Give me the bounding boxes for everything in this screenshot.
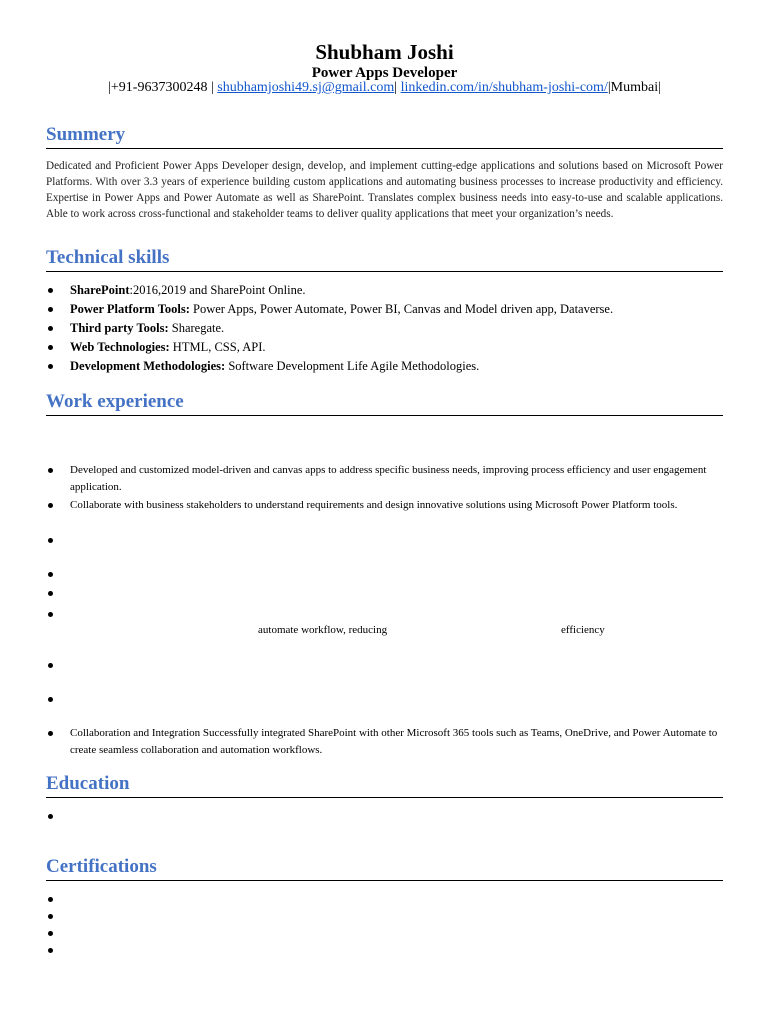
work-bullet-empty xyxy=(46,585,723,602)
certification-item xyxy=(46,925,723,942)
work-item: Collaborate with business stakeholders to understand requirements and design innovative solutions using Microsoft Power Platform tools. xyxy=(46,497,723,514)
phone-text: |+91-9637300248 | xyxy=(108,80,214,95)
skills-list xyxy=(46,281,723,376)
work-bullet-empty xyxy=(46,657,723,674)
work-item xyxy=(46,657,723,674)
skill-label: Development Methodologies: xyxy=(70,359,226,373)
work-item xyxy=(46,691,723,708)
education-list xyxy=(46,808,723,825)
skill-value: :2016,2019 and SharePoint Online. xyxy=(129,283,306,297)
education-heading: Education xyxy=(46,773,723,798)
work-item xyxy=(46,566,723,583)
certification-item xyxy=(46,891,723,908)
skill-item xyxy=(46,319,723,338)
certifications-heading: Certifications xyxy=(46,856,723,881)
work-item: Collaboration and Integration Successfully integrated SharePoint with other Microsoft 365 tools such as Teams, OneDrive, and Power Automate to create seamless collaboration and automation workflows. xyxy=(46,725,723,759)
work-item xyxy=(46,606,723,623)
skill-value: Sharegate. xyxy=(168,321,225,335)
summary-heading: Summery xyxy=(46,124,723,149)
skill-value: Software Development Life Agile Methodologies. xyxy=(225,359,480,373)
certifications-list xyxy=(46,891,723,959)
work-item: Developed and customized model-driven and canvas apps to address specific business needs, improving process efficiency and user engagement application. xyxy=(46,462,723,496)
work-bullet-2 xyxy=(46,497,723,514)
skill-label: Third party Tools: xyxy=(70,321,169,335)
candidate-name: Shubham Joshi xyxy=(315,40,454,64)
skill-item xyxy=(46,300,723,319)
skill-item xyxy=(46,338,723,357)
skill-item xyxy=(46,281,723,300)
contact-separator: | xyxy=(394,80,398,95)
location-text: |Mumbai| xyxy=(607,80,661,95)
work-bullet-empty xyxy=(46,606,723,623)
certification-item xyxy=(46,942,723,959)
work-item xyxy=(46,585,723,602)
summary-text: Dedicated and Proficient Power Apps Developer design, develop, and implement cutting-edge applications and solutions based on Microsoft Power Platforms. With over 3.3 years of experience building custom applications and automating business processes to increase productivity and efficiency. Expertise in Power Apps and Power Automate as well as SharePoint. Translates complex business needs into easy-to-use and scalable applications. Able to work across cross-functional and stakeholder teams to deliver quality applications that meet your organization’s needs. xyxy=(46,160,723,220)
certification-item xyxy=(46,908,723,925)
skill-label: Web Technologies: xyxy=(70,340,170,354)
work-item xyxy=(46,532,723,549)
work-bullet-empty xyxy=(46,566,723,583)
education-item xyxy=(46,808,723,825)
skills-heading: Technical skills xyxy=(46,247,723,272)
skill-value: HTML, CSS, API. xyxy=(169,340,266,354)
work-bullet-last xyxy=(46,725,723,759)
work-fragment-b: efficiency xyxy=(561,624,605,636)
work-fragment-a: automate workflow, reducing xyxy=(258,624,388,636)
skill-label: SharePoint xyxy=(70,283,130,297)
work-bullet-empty xyxy=(46,532,723,549)
work-bullet-empty xyxy=(46,691,723,708)
skill-value: Power Apps, Power Automate, Power BI, Canvas and Model driven app, Dataverse. xyxy=(189,302,614,316)
work-bullet-1 xyxy=(46,462,723,496)
linkedin-link[interactable]: linkedin.com/in/shubham-joshi-com/ xyxy=(400,80,608,95)
email-link[interactable]: shubhamjoshi49.sj@gmail.com xyxy=(217,80,395,95)
work-heading: Work experience xyxy=(46,391,723,416)
skill-item xyxy=(46,357,723,376)
candidate-role: Power Apps Developer xyxy=(311,65,458,81)
skill-label: Power Platform Tools: xyxy=(70,302,190,316)
contact-line xyxy=(46,80,723,96)
